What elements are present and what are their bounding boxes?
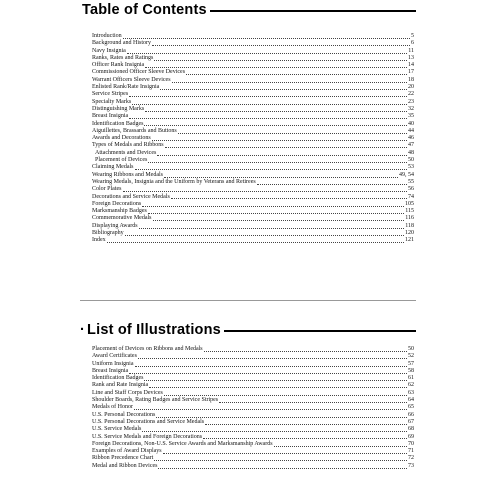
toc-entry	[92, 128, 414, 135]
loi-entry	[92, 361, 414, 368]
loi-entry-leader	[204, 351, 407, 352]
toc-entry	[92, 150, 414, 157]
loi-entry-leader	[135, 366, 408, 367]
loi-entry-leader	[164, 395, 407, 396]
loi-entry-page: 50	[408, 346, 414, 352]
toc-entry-leader	[157, 155, 407, 156]
toc-entry-leader	[107, 242, 404, 243]
toc-entry	[92, 69, 414, 76]
toc-entry	[92, 40, 414, 47]
loi-entry	[92, 397, 414, 404]
loi-entry	[92, 412, 414, 419]
toc-entry-page: 118	[405, 222, 414, 229]
toc-entry-page: 40	[408, 120, 414, 127]
loi-entry	[92, 375, 414, 382]
loi-entry-label: Award Certificates	[92, 353, 137, 360]
toc-entry-leader	[164, 177, 398, 178]
toc-entry-leader	[139, 228, 405, 229]
loi-list	[92, 346, 414, 470]
loi-entry-page: 73	[408, 462, 414, 469]
toc-entry-label: Claiming Medals	[92, 164, 134, 171]
loi-entry-label: Uniform Insignia	[92, 360, 134, 367]
toc-entry	[92, 194, 414, 201]
toc-entry-leader	[145, 67, 407, 68]
toc-entry-page: 6	[411, 40, 414, 47]
loi-entry-page: 57	[408, 360, 414, 367]
loi-entry-leader	[205, 424, 407, 425]
toc-entry-page: 56	[408, 186, 414, 193]
loi-entry-label: Rank and Rate Insignia	[92, 382, 149, 389]
toc-heading-row	[82, 0, 416, 20]
toc-entry	[92, 33, 414, 40]
toc-entry-page: 17	[408, 69, 414, 76]
loi-entry-label: Shoulder Boards, Rating Badges and Service Stripes	[92, 397, 219, 404]
toc-entry-leader	[154, 60, 407, 61]
toc-entry	[92, 142, 414, 149]
toc-entry	[92, 99, 414, 106]
loi-entry-page: 70	[408, 440, 414, 447]
toc-title: Table of Contents	[82, 2, 207, 18]
toc-entry-label: Decorations and Service Medals	[92, 193, 170, 200]
toc-entry-label: Service Stripes	[92, 91, 129, 98]
toc-entry-label: Distinguishing Marks	[92, 105, 145, 112]
toc-entry-leader	[129, 96, 407, 97]
toc-entry-label: Commissioned Officer Sleeve Devices	[92, 69, 186, 76]
toc-entry	[92, 77, 414, 84]
toc-entry-leader	[142, 206, 404, 207]
loi-entry	[92, 346, 414, 353]
toc-entry-label: Wearing Ribbons and Medals	[92, 171, 164, 178]
loi-entry-label: Medals of Honor	[92, 404, 133, 411]
toc-entry-leader	[152, 140, 407, 141]
toc-entry-label: Ranks, Rates and Ratings	[92, 54, 154, 61]
toc-entry	[92, 84, 414, 91]
loi-entry-page: 65	[408, 404, 414, 411]
toc-entry-page: 32	[408, 105, 414, 112]
toc-entry	[92, 106, 414, 113]
toc-entry-label: Index	[92, 237, 106, 244]
toc-entry-page: 115	[405, 208, 414, 215]
toc-entry	[92, 121, 414, 128]
loi-entry-page: 62	[408, 382, 414, 389]
loi-entry-label: Placement of Devices on Ribbons and Medals	[92, 346, 203, 352]
toc-entry-page: 35	[408, 113, 414, 120]
toc-entry	[92, 208, 414, 215]
toc-entry-leader	[135, 169, 408, 170]
loi-entry-label: U.S. Service Medals and Foreign Decorations	[92, 433, 203, 440]
loi-entry-page: 66	[408, 411, 414, 418]
loi-entry-page: 68	[408, 426, 414, 433]
loi-entry-page: 58	[408, 367, 414, 374]
loi-entry-page: 63	[408, 389, 414, 396]
loi-title: List of Illustrations	[87, 322, 221, 338]
toc-entry	[92, 215, 414, 222]
toc-entry	[92, 201, 414, 208]
loi-entry-leader	[129, 373, 407, 374]
toc-entry-page: 22	[408, 91, 414, 98]
loi-entry-label: U.S. Personal Decorations	[92, 411, 156, 418]
toc-entry-label: Specialty Marks	[92, 98, 132, 105]
loi-heading-rule	[224, 330, 416, 332]
toc-entry-leader	[178, 133, 407, 134]
toc-entry-leader	[127, 53, 407, 54]
loi-entry-label: Examples of Award Displays	[92, 448, 162, 455]
loi-entry-leader	[156, 417, 407, 418]
toc-entry-label: Marksmanship Badges	[92, 208, 147, 215]
loi-entry-page: 72	[408, 455, 414, 462]
toc-entry-leader	[186, 74, 407, 75]
toc-entry-label: Bibliography	[92, 230, 124, 237]
loi-entry	[92, 455, 414, 462]
toc-entry-label: Placement of Devices	[95, 157, 148, 164]
loi-entry-page: 61	[408, 375, 414, 382]
toc-entry-leader	[148, 162, 407, 163]
toc-entry	[92, 48, 414, 55]
loi-entry-leader	[203, 438, 407, 439]
toc-entry	[92, 172, 414, 179]
loi-entry	[92, 353, 414, 360]
toc-entry-page: 14	[408, 62, 414, 69]
loi-entry-page: 52	[408, 353, 414, 360]
toc-entry-label: Foreign Decorations	[92, 200, 142, 207]
toc-entry-leader	[165, 147, 407, 148]
toc-entry-label: Displaying Awards	[92, 222, 138, 229]
toc-entry-leader	[148, 213, 404, 214]
toc-entry-page: 105	[405, 200, 414, 207]
toc-entry-leader	[171, 198, 407, 199]
toc-entry-label: Introduction	[92, 33, 122, 39]
toc-entry-page: 120	[405, 230, 414, 237]
loi-entry-label: Foreign Decorations, Non-U.S. Service Awards and Marksmanship Awards	[92, 440, 273, 447]
loi-entry-leader	[138, 358, 407, 359]
loi-entry-leader	[142, 431, 407, 432]
toc-entry-label: Aiguillettes, Brassards and Buttons	[92, 127, 177, 134]
loi-entry-label: U.S. Personal Decorations and Service Medals	[92, 418, 205, 425]
loi-entry-label: Medal and Ribbon Devices	[92, 462, 158, 469]
toc-entry-label: Types of Medals and Ribbons	[92, 142, 164, 149]
toc-entry-leader	[145, 111, 407, 112]
toc-entry-page: 121	[405, 237, 414, 244]
toc-entry-leader	[123, 191, 408, 192]
loi-entry-leader	[163, 453, 407, 454]
toc-entry-page: 11	[408, 47, 414, 54]
toc-entry-page: 20	[408, 84, 414, 91]
toc-entry	[92, 113, 414, 120]
toc-entry-page: 13	[408, 54, 414, 61]
loi-entry-leader	[149, 387, 407, 388]
toc-entry-leader	[172, 82, 407, 83]
toc-entry-leader	[125, 235, 404, 236]
loi-entry-page: 64	[408, 397, 414, 404]
toc-entry	[92, 230, 414, 237]
toc-entry-page: 18	[408, 76, 414, 83]
toc-entry-label: Background and History	[92, 40, 151, 47]
toc-entry-label: Identification Badges	[92, 120, 144, 127]
toc-heading-rule	[210, 10, 416, 12]
loi-entry-label: Breast Insignia	[92, 367, 129, 374]
toc-entry	[92, 157, 414, 164]
toc-entry	[92, 179, 414, 186]
toc-entry-page: 74	[408, 193, 414, 200]
loi-entry-page: 71	[408, 448, 414, 455]
loi-entry	[92, 382, 414, 389]
loi-entry	[92, 434, 414, 441]
toc-entry-page: 46	[408, 135, 414, 142]
toc-entry-label: Navy Insignia	[92, 47, 126, 54]
toc-entry-leader	[153, 220, 405, 221]
loi-entry-label: Line and Staff Corps Devices	[92, 389, 163, 396]
loi-entry	[92, 426, 414, 433]
toc-entry-page: 5	[411, 33, 414, 39]
loi-entry-leader	[144, 380, 407, 381]
toc-entry-leader	[123, 38, 410, 39]
loi-entry-label: Identification Badges	[92, 375, 144, 382]
loi-entry-leader	[274, 446, 407, 447]
section-divider	[80, 300, 416, 301]
toc-entry-leader	[144, 125, 407, 126]
toc-entry-leader	[160, 89, 407, 90]
toc-entry	[92, 186, 414, 193]
toc-entry-leader	[132, 104, 407, 105]
toc-entry-label: Warrant Officers Sleeve Devices	[92, 76, 171, 83]
loi-entry-label: U.S. Service Medals	[92, 426, 142, 433]
loi-entry-label: Ribbon Precedence Chart	[92, 455, 154, 462]
loi-heading-row	[80, 320, 416, 340]
toc-entry-label: Wearing Medals, Insignia and the Uniform by Veterans and Retirees	[92, 178, 256, 185]
loi-entry-leader	[158, 468, 407, 469]
loi-entry	[92, 419, 414, 426]
toc-entry-page: 55	[408, 178, 414, 185]
toc-entry-label: Color Plates	[92, 186, 122, 193]
toc-entry	[92, 237, 414, 244]
toc-entry-leader	[257, 184, 407, 185]
loi-entry-page: 69	[408, 433, 414, 440]
toc-entry-leader	[129, 118, 407, 119]
loi-entry	[92, 390, 414, 397]
loi-entry-leader	[134, 409, 407, 410]
toc-entry	[92, 223, 414, 230]
toc-entry-label: Attachments and Devices	[95, 149, 157, 156]
toc-entry-label: Breast Insignia	[92, 113, 129, 120]
loi-entry-leader	[219, 402, 407, 403]
toc-entry	[92, 91, 414, 98]
loi-entry	[92, 448, 414, 455]
toc-entry-label: Officer Rank Insignia	[92, 62, 145, 69]
loi-bullet: ·	[80, 322, 86, 338]
toc-entry-label: Commemorative Medals	[92, 215, 152, 222]
toc-entry-page: 49, 54	[399, 171, 414, 178]
toc-entry-leader	[152, 45, 410, 46]
loi-entry-leader	[154, 460, 407, 461]
toc-entry-page: 50	[408, 157, 414, 164]
toc-entry-page: 23	[408, 98, 414, 105]
toc-entry-page: 53	[408, 164, 414, 171]
toc-entry-page: 48	[408, 149, 414, 156]
loi-entry	[92, 463, 414, 470]
toc-entry-page: 44	[408, 127, 414, 134]
toc-entry-label: Enlisted Rank/Rate Insignia	[92, 84, 160, 91]
loi-entry-page: 67	[408, 418, 414, 425]
toc-list	[92, 33, 414, 245]
toc-entry-page: 47	[408, 142, 414, 149]
toc-entry-label: Awards and Decorations	[92, 135, 151, 142]
toc-entry-page: 116	[405, 215, 414, 222]
loi-entry	[92, 404, 414, 411]
toc-entry	[92, 164, 414, 171]
